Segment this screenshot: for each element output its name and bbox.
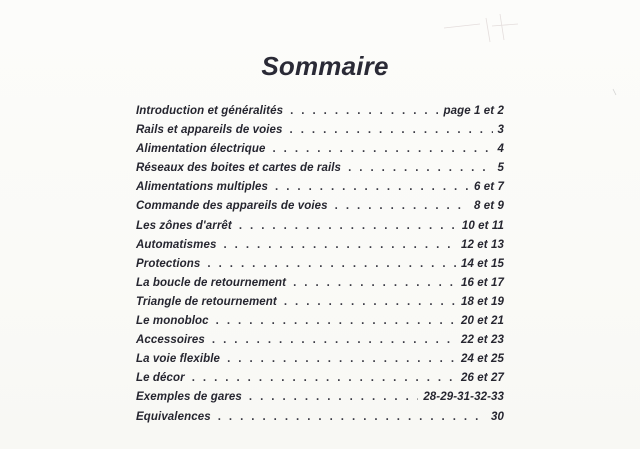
toc-dot-leader [223,239,456,251]
toc-entry-label: Exemples de gares [136,391,242,404]
toc-entry [136,258,504,277]
toc-entry-label: Triangle de retournement [136,295,277,308]
toc-entry [136,411,504,430]
toc-entry-label: Alimentation électrique [136,143,266,156]
toc-entry-page: 8 et 9 [473,200,504,213]
toc-entry-label: Introduction et généralités [136,105,284,117]
toc-entry [136,277,504,296]
toc-dot-leader [290,124,493,136]
toc-entry [136,220,504,239]
toc-entry-page: 30 [491,410,504,423]
toc-entry [136,391,504,410]
toc-dot-leader [293,277,456,289]
toc-entry-label: Le monobloc [136,315,209,328]
toc-entry-page: 12 et 13 [461,238,504,251]
toc-entry-page: 3 [497,124,504,137]
toc-entry-page: 24 et 25 [461,353,504,366]
toc-dot-leader [207,258,456,270]
toc-dot-leader [272,143,492,155]
toc-entry-label: Le décor [136,372,185,385]
toc-dot-leader [212,334,456,346]
toc-entry [136,334,504,353]
toc-entry-page: 28-29-31-32-33 [423,391,504,404]
toc-entry [136,200,504,219]
toc-entry [136,315,504,334]
toc-dot-leader [249,391,418,403]
toc-entry-page: 14 et 15 [461,257,504,270]
toc-entry [136,143,504,162]
toc-entry-label: Equivalences [136,410,211,423]
toc-entry-page: page 1 et 2 [443,105,504,117]
table-of-contents [136,105,504,430]
pencil-mark [440,10,520,50]
toc-entry-label: Les zônes d'arrêt [136,219,232,232]
toc-dot-leader [218,411,486,423]
toc-entry-label: Réseaux des boites et cartes de rails [136,162,342,175]
toc-entry-page: 20 et 21 [461,315,504,328]
page-title: Sommaire [261,51,389,82]
toc-entry [136,181,504,200]
toc-dot-leader [284,296,456,308]
toc-entry-label: Protections [136,257,201,270]
paper-speck [612,88,618,96]
toc-entry-label: Commande des appareils de voies [136,200,328,213]
toc-entry [136,105,504,124]
toc-entry [136,239,504,258]
toc-entry-page: 4 [497,143,504,156]
toc-entry-page: 18 et 19 [461,295,504,308]
toc-entry [136,296,504,315]
toc-entry [136,162,504,181]
toc-entry-page: 5 [497,162,504,175]
toc-entry-label: La voie flexible [136,353,221,366]
toc-entry-label: Rails et appareils de voies [136,124,283,137]
toc-dot-leader [227,353,456,365]
toc-entry [136,124,504,143]
toc-entry-page: 10 et 11 [461,219,504,232]
toc-dot-leader [216,315,456,327]
toc-dot-leader [348,162,492,174]
toc-entry-page: 26 et 27 [461,372,504,385]
toc-entry-page: 16 et 17 [461,276,504,289]
toc-entry-label: Automatismes [136,238,217,251]
toc-dot-leader [290,105,438,117]
toc-dot-leader [335,200,469,212]
toc-entry-label: Accessoires [136,334,205,347]
toc-entry [136,372,504,391]
toc-entry-page: 6 et 7 [473,181,504,194]
toc-dot-leader [239,220,457,232]
toc-entry [136,353,504,372]
toc-dot-leader [192,372,456,384]
toc-entry-label: La boucle de retournement [136,276,287,289]
toc-entry-page: 22 et 23 [461,334,504,347]
toc-dot-leader [275,181,469,193]
toc-entry-label: Alimentations multiples [136,181,269,194]
